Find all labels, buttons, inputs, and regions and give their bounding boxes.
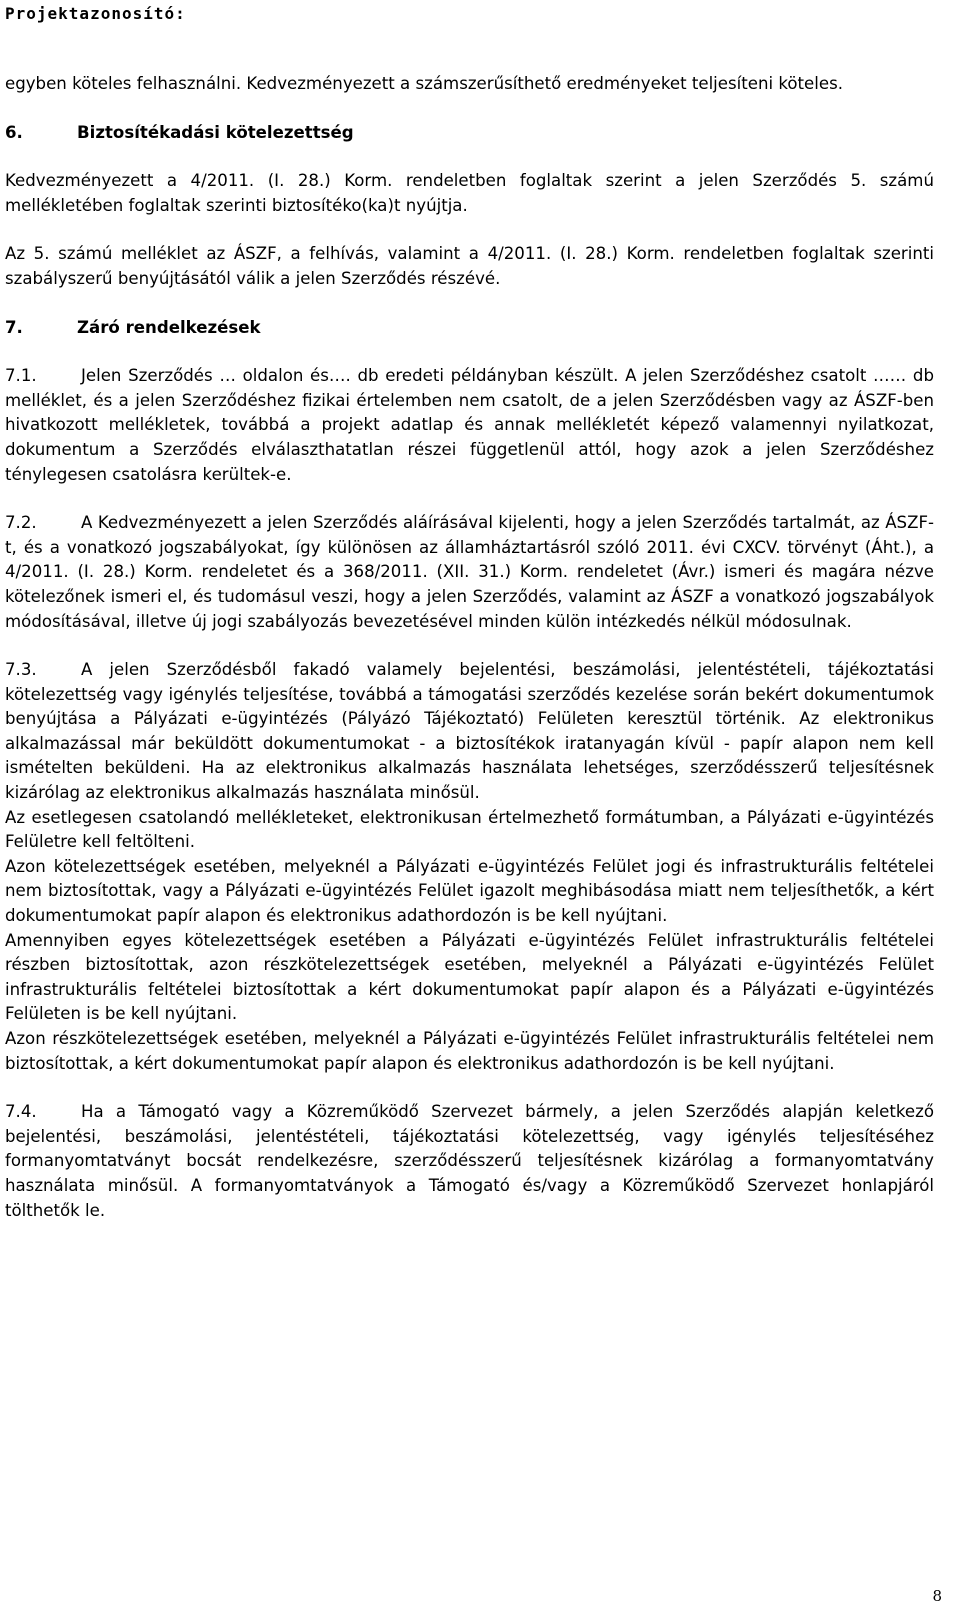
section-title: Záró rendelkezések: [77, 317, 261, 337]
clause-number: 7.3.: [5, 660, 37, 680]
project-id-label: Projektazonosító:: [5, 4, 186, 23]
paragraph-intro: egyben köteles felhasználni. Kedvezményezett a számszerűsíthető eredményeket teljesíteni köteles.: [5, 74, 843, 93]
paragraph-7-1: [5, 364, 934, 487]
paragraph-7-3-c: Azon kötelezettségek esetében, melyeknél a Pályázati e-ügyintézés Felület jogi és infrastrukturális feltételei nem biztosítottak, vagy a Pályázati e-ügyintézés Felület igazolt meghibásodása miatt nem teljesíthetők, a kért dokumentumokat papír alapon és elektronikus adathordozón is be kell nyújtani.: [5, 856, 934, 926]
clause-number: 7.4.: [5, 1102, 37, 1122]
clause-number: 7.2.: [5, 513, 37, 533]
clause-text: Ha a Támogató vagy a Közreműködő Szervezet bármely, a jelen Szerződés alapján keletkező bejelentési, beszámolási, jelentéstételi, tájékoztatási kötelezettség, vagy igénylés teljesítéséhez formanyomtatványt bocsát rendelkezésre, szerződésszerű teljesítésnek kizárólag a formanyomtatvány használata minősül. A formanyomtatványok a Támogató és/vagy a Közreműködő Szervezet honlapjáról tölthetők le.: [5, 1102, 934, 1220]
paragraph-6a: Kedvezményezett a 4/2011. (I. 28.) Korm. rendeletben foglaltak szerint a jelen Szerződés 5. számú mellékletében foglaltak szerinti biztosítéko(ka)t nyújtja.: [5, 171, 934, 215]
clause-text: Jelen Szerződés … oldalon és…. db eredeti példányban készült. A jelen Szerződéshez csatolt …… db melléklet, és a jelen Szerződéshez fizikai értelemben nem csatolt, de a jelen Szerződésben vagy az ÁSZF-ben hivatkozott mellékletek, továbbá a projekt adatlap és annak mellékletét képező valamennyi nyilatkozat, dokumentum a Szerződés elválaszthatatlan részei függetlenül attól, hogy azok a jelen Szerződéshez ténylegesen csatolásra kerültek-e.: [5, 366, 934, 484]
page-number: 8: [932, 1587, 942, 1605]
document-body: [5, 72, 934, 1223]
section-number: 6.: [5, 122, 23, 142]
clause-text: A Kedvezményezett a jelen Szerződés aláírásával kijelenti, hogy a jelen Szerződés tartalmát, az ÁSZF-t, és a vonatkozó jogszabályokat, így különösen az államháztartásról szóló 2011. évi CXCV. törvényt (Áht.), a 4/2011. (I. 28.) Korm. rendeletet és a 368/2011. (XII. 31.) Korm. rendeletet (Ávr.) ismeri és magára nézve kötelezőnek ismeri el, és tudomásul veszi, hogy a jelen Szerződés, valamint az ÁSZF a vonatkozó jogszabályok módosításával, illetve új jogi szabályozás bevezetésével minden külön intézkedés nélkül módosulnak.: [5, 513, 934, 631]
paragraph-7-3-b: Az esetlegesen csatolandó mellékleteket, elektronikusan értelmezhető formátumban, a Pályázati e-ügyintézés Felületre kell feltölteni.: [5, 807, 934, 852]
clause-number: 7.1.: [5, 366, 37, 386]
clause-text: A jelen Szerződésből fakadó valamely bejelentési, beszámolási, jelentéstételi, tájékoztatási kötelezettség vagy igénylés teljesítése, továbbá a támogatási szerződés kezelése során bekért dokumentumok benyújtása a Pályázati e-ügyintézés (Pályázó Tájékoztató) Felületen keresztül történik. Az elektronikus alkalmazással már beküldött dokumentumokat - a biztosítékok iratanyagán kívül - papír alapon nem kell ismételten beküldeni. Ha az elektronikus alkalmazás használata lehetséges, szerződésszerű teljesítésnek kizárólag az elektronikus alkalmazás használata minősül.: [5, 660, 934, 803]
paragraph-7-3-d: Amennyiben egyes kötelezettségek esetében a Pályázati e-ügyintézés Felület infrastrukturális feltételei részben biztosítottak, azon részkötelezettségek esetében, melyeknél a Pályázati e-ügyintézés Felület infrastrukturális feltételei biztosítottak a kért dokumentumokat papír alapon és a Pályázati e-ügyintézés Felületen is be kell nyújtani.: [5, 930, 934, 1024]
paragraph-7-3: [5, 658, 934, 806]
paragraph-6b: Az 5. számú melléklet az ÁSZF, a felhívás, valamint a 4/2011. (I. 28.) Korm. rendeletben foglaltak szerinti szabályszerű benyújtásától válik a jelen Szerződés részévé.: [5, 244, 934, 288]
section-7-heading: [5, 316, 934, 341]
section-number: 7.: [5, 317, 23, 337]
section-6-heading: [5, 121, 934, 146]
paragraph-7-3-e: Azon részkötelezettségek esetében, melyeknél a Pályázati e-ügyintézés Felület infrastrukturális feltételei nem biztosítottak, a kért dokumentumokat papír alapon és elektronikus adathordozón is be kell nyújtani.: [5, 1029, 934, 1073]
section-title: Biztosítékadási kötelezettség: [77, 122, 354, 142]
paragraph-7-4: [5, 1100, 934, 1223]
paragraph-7-2: [5, 511, 934, 634]
